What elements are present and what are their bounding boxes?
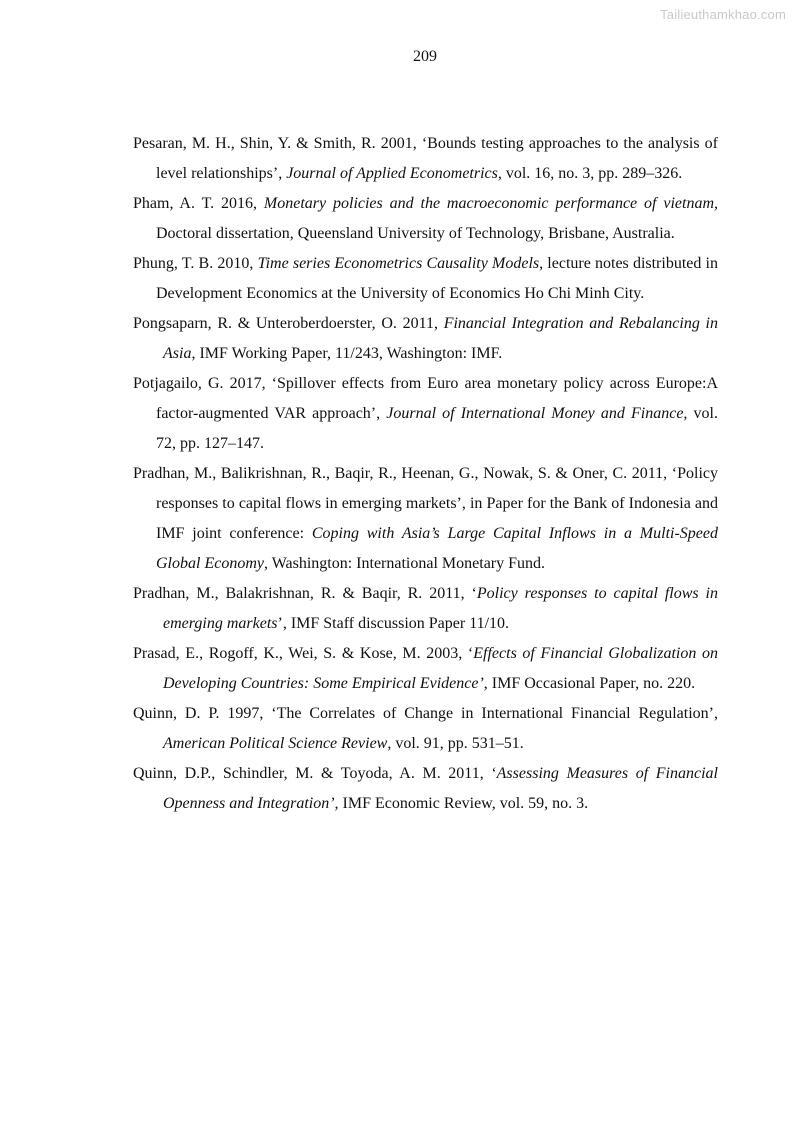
reference-text: Quinn, D.P., Schindler, M. & Toyoda, A. M. 2011, ‘	[133, 765, 497, 782]
reference-title: Policy responses to capital flows in emerging markets	[163, 585, 718, 632]
reference-text: Pham, A. T. 2016,	[133, 195, 264, 212]
reference-text: IMF Economic Review, vol. 59, no. 3.	[338, 795, 589, 812]
reference-text: vol. 72, pp. 127–147.	[156, 405, 718, 452]
reference-entry	[133, 579, 718, 639]
page-number: 209	[413, 48, 437, 65]
reference-text: Pradhan, M., Balikrishnan, R., Baqir, R., Heenan, G., Nowak, S. & Oner, C. 2011, ‘Policy responses to capital flows in emerging markets’, in Paper for the Bank of Indonesia and IMF joint conference:	[133, 465, 718, 542]
reference-text: , Washington: International Monetary Fund.	[263, 555, 546, 572]
reference-text: ’, IMF Staff discussion Paper 11/10.	[277, 615, 510, 632]
reference-entry	[133, 699, 718, 759]
reference-text: Doctoral dissertation, Queensland University of Technology, Brisbane, Australia.	[156, 225, 675, 242]
reference-entry	[133, 369, 718, 459]
reference-text: , vol. 91, pp. 531–51.	[387, 735, 524, 752]
reference-entry	[133, 639, 718, 699]
reference-title: Journal of Applied Econometrics,	[286, 165, 502, 182]
reference-title: Coping with Asia’s Large Capital Inflows in a Multi-Speed Global Economy	[156, 525, 718, 572]
reference-title: Journal of International Money and Finance,	[386, 405, 688, 422]
reference-entry	[133, 309, 718, 369]
reference-entry	[133, 249, 718, 309]
reference-text: Potjagailo, G. 2017, ‘Spillover effects from Euro area monetary policy across Europe:A factor-augmented VAR approach’,	[133, 375, 718, 422]
reference-text: Pongsaparn, R. & Unteroberdoerster, O. 2011,	[133, 315, 444, 332]
reference-list	[133, 129, 718, 819]
reference-text: Prasad, E., Rogoff, K., Wei, S. & Kose, M. 2003, ‘	[133, 645, 474, 662]
reference-title: American Political Science Review	[163, 735, 388, 752]
reference-title: Assessing Measures of Financial Openness and Integration’,	[163, 765, 718, 812]
reference-text: Phung, T. B. 2010,	[133, 255, 258, 272]
reference-text: vol. 16, no. 3, pp. 289–326.	[501, 165, 683, 182]
reference-text: , lecture notes distributed in Development Economics at the University of Economics Ho Chi Minh City.	[156, 255, 718, 302]
reference-entry	[133, 129, 718, 189]
reference-text: , IMF Occasional Paper, no. 220.	[483, 675, 696, 692]
reference-entry	[133, 759, 718, 819]
reference-title: Financial Integration and Rebalancing in Asia	[163, 315, 719, 362]
reference-text: , IMF Working Paper, 11/243, Washington: IMF.	[191, 345, 503, 362]
reference-entry	[133, 189, 718, 249]
reference-text: Pradhan, M., Balakrishnan, R. & Baqir, R. 2011, ‘	[133, 585, 477, 602]
reference-text: Pesaran, M. H., Shin, Y. & Smith, R. 2001, ‘Bounds testing approaches to the analysis of level relationships’,	[133, 135, 718, 182]
reference-title: Time series Econometrics Causality Models	[257, 255, 540, 272]
reference-title: Effects of Financial Globalization on Developing Countries: Some Empirical Evidence’	[163, 645, 718, 692]
reference-entry	[133, 459, 718, 579]
reference-title: Monetary policies and the macroeconomic performance of vietnam,	[263, 195, 718, 212]
watermark-text: Tailieuthamkhao.com	[660, 7, 786, 22]
reference-text: Quinn, D. P. 1997, ‘The Correlates of Change in International Financial Regulation’,	[133, 705, 718, 722]
